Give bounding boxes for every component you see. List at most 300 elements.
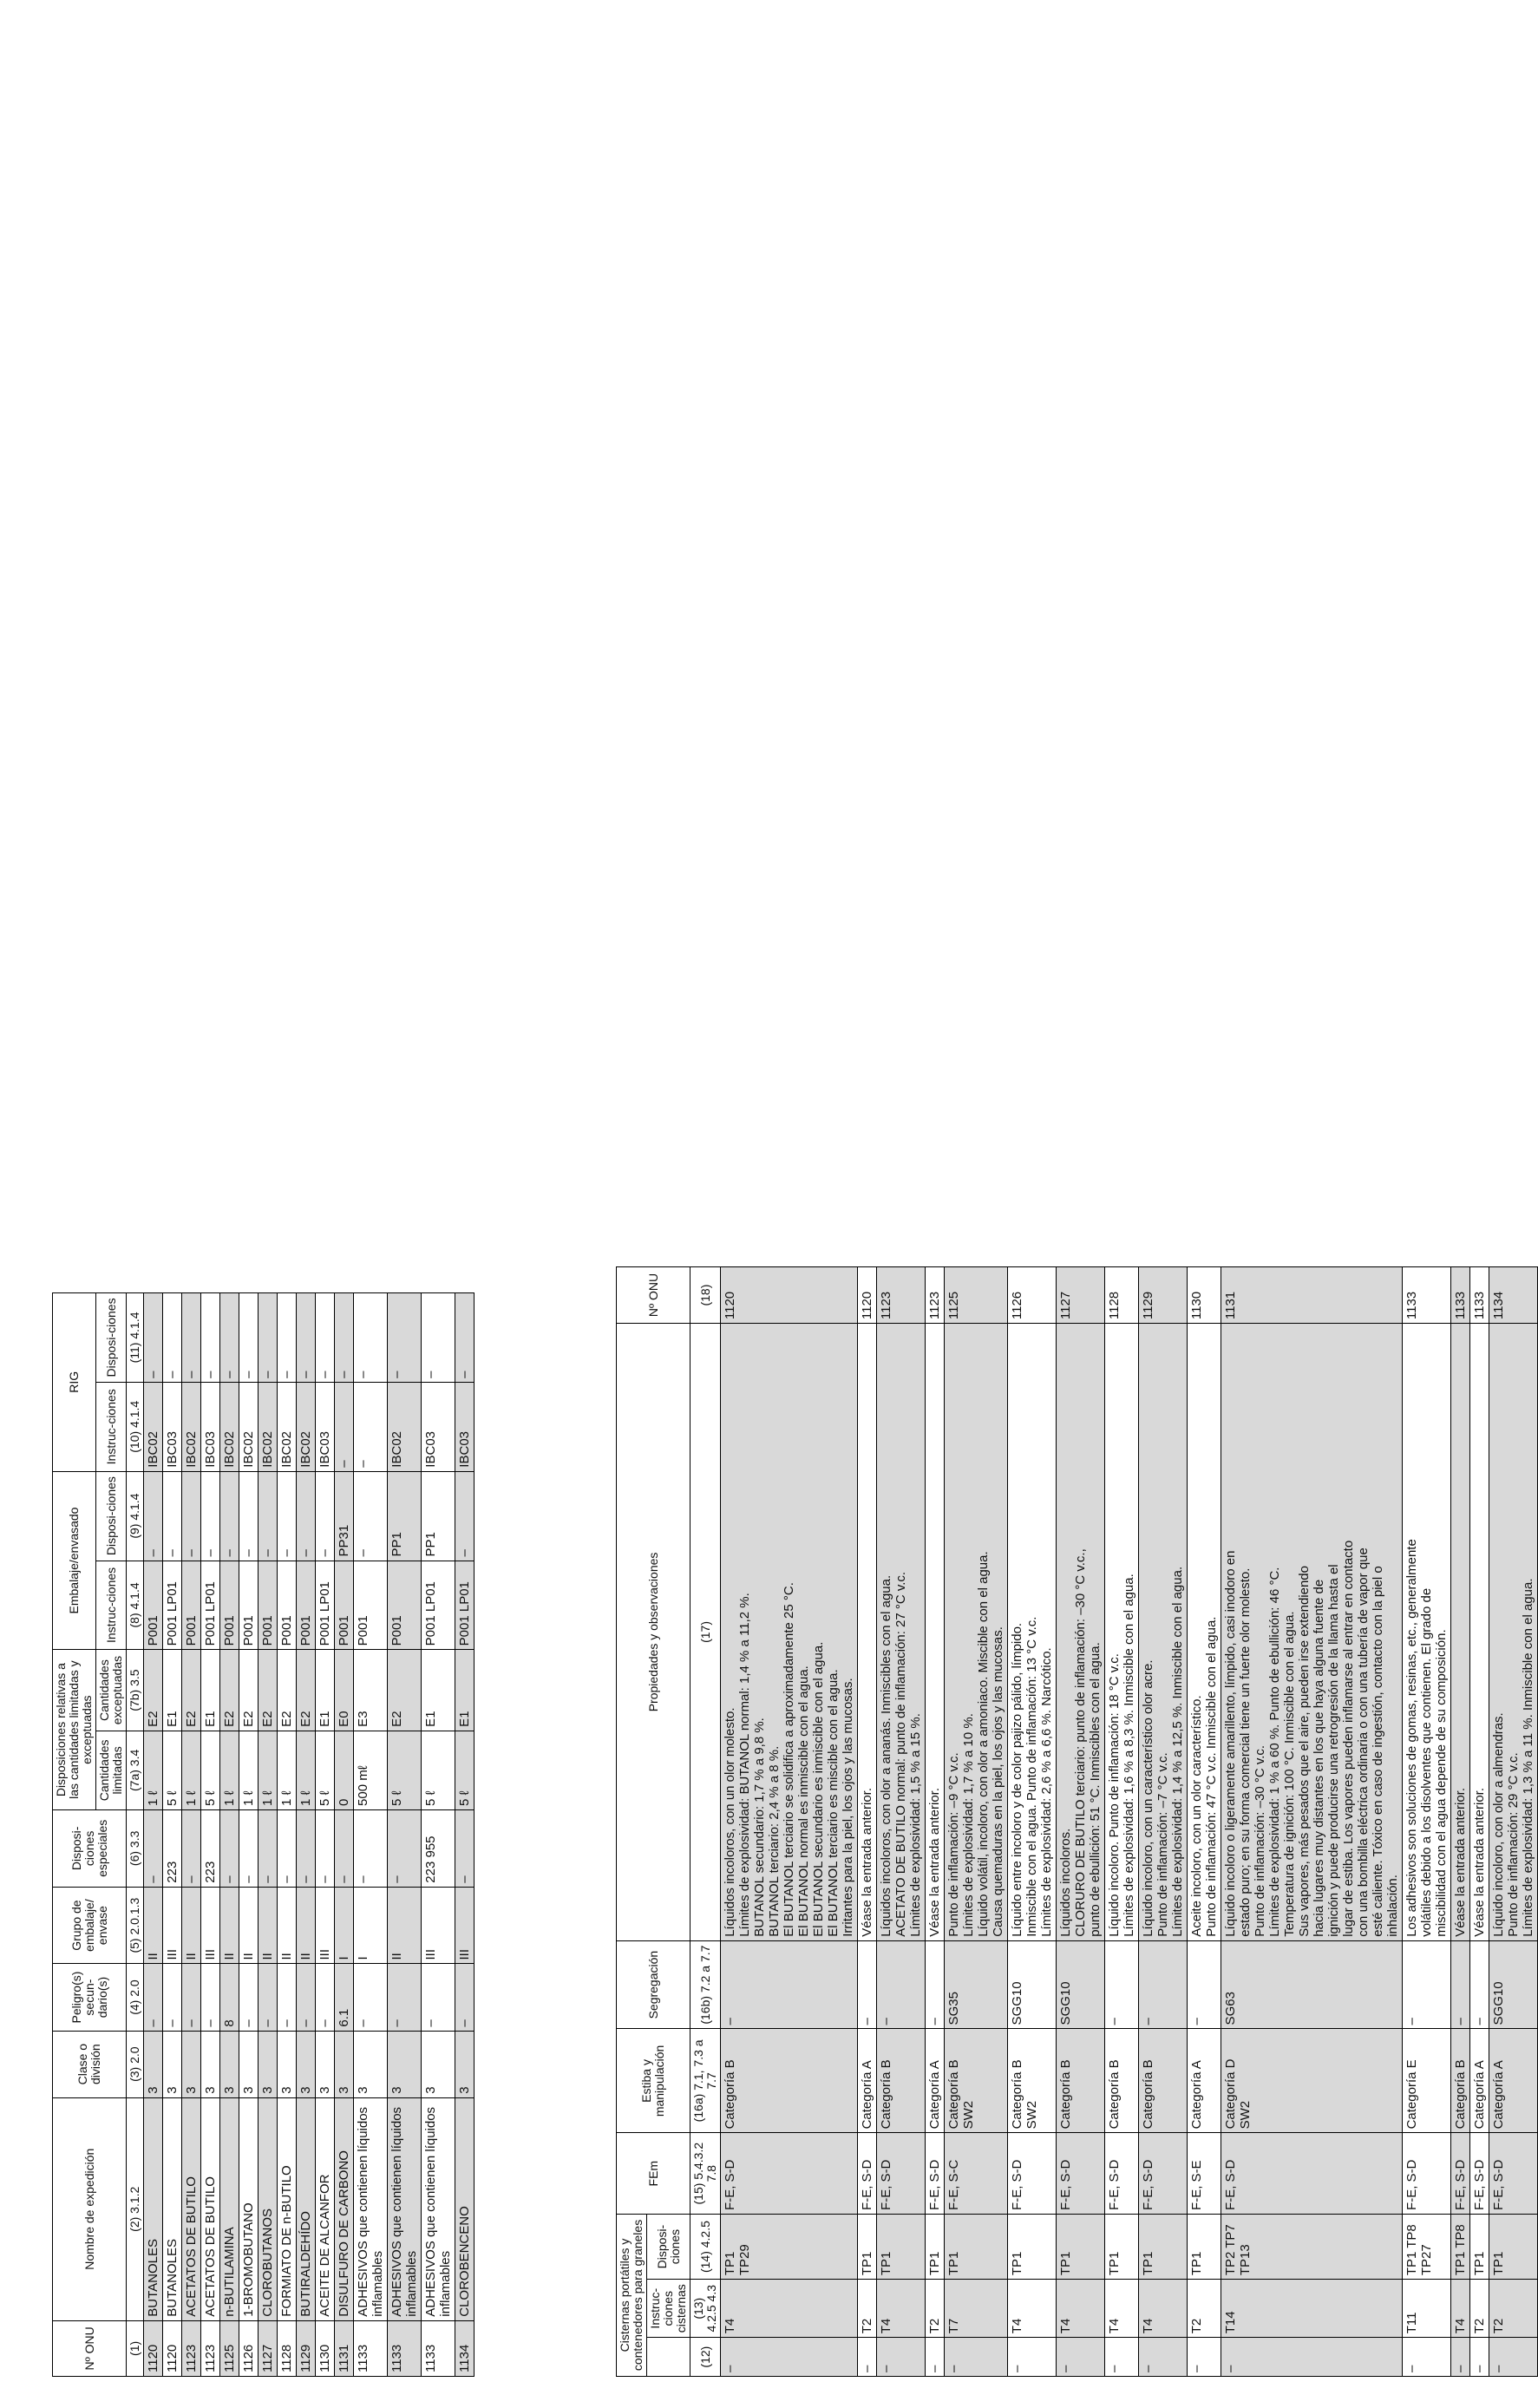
cell-disp-esp: – — [182, 1809, 201, 1887]
cell-cant-lim: 5 ℓ — [388, 1731, 422, 1809]
cell-cant-lim: 1 ℓ — [220, 1731, 239, 1809]
prop-line: Líquido incoloro, con un característico olor acre. — [1141, 1659, 1155, 1937]
cell-rig-instr: IBC03 — [163, 1382, 182, 1471]
cell-rig-instr: IBC03 — [201, 1382, 220, 1471]
cell-segr: – — [877, 1940, 926, 2029]
cell-emb-disp: – — [259, 1471, 278, 1561]
cell-grupo: II — [388, 1887, 422, 1964]
cell-name: BUTIRALDEHÍDO — [297, 2097, 316, 2320]
cell-un-right: 1120 — [721, 1267, 858, 1324]
cell-cant-lim: 1 ℓ — [259, 1731, 278, 1809]
cell-cant-exc: E2 — [144, 1650, 163, 1731]
cell-segr: – — [1470, 1940, 1489, 2029]
cell-clase: 3 — [278, 2031, 297, 2097]
cell-emb-disp: – — [201, 1471, 220, 1561]
cell-name: n-BUTILAMINA — [220, 2097, 239, 2320]
cell-name: ADHESIVOS que contienen líquidos inflamables — [388, 2097, 422, 2320]
prop-line: Líquido incoloro o ligeramente amarillento, límpido, casi inodoro en — [1223, 1550, 1238, 1937]
cell-disp-esp: 223 — [201, 1809, 220, 1887]
cell-prop — [1188, 1324, 1221, 1941]
prop-line: inhalación. — [1385, 1875, 1400, 1937]
cell-estiba: Categoría B — [1451, 2029, 1470, 2133]
cell-cist-instr: T2 — [1470, 2280, 1489, 2338]
cell-grupo: I — [335, 1887, 354, 1964]
cell-cant-exc: E1 — [422, 1650, 455, 1731]
cell-prop — [1105, 1324, 1139, 1941]
cell-estiba: Categoría B SW2 — [945, 2029, 1008, 2133]
cell-fem: F-E, S-D — [1105, 2133, 1139, 2215]
cell-prop — [1403, 1324, 1451, 1941]
cell-fem: F-E, S-D — [1139, 2133, 1188, 2215]
cell-peligro: – — [239, 1964, 259, 2031]
cell-c12: – — [1057, 2338, 1105, 2377]
colnum-10: (10) 4.1.4 — [127, 1382, 144, 1471]
cell-c12: – — [877, 2338, 926, 2377]
cell-cist-disp: TP1 TP8 TP27 — [1403, 2214, 1451, 2279]
cell-grupo: III — [201, 1887, 220, 1964]
cell-prop — [926, 1324, 945, 1941]
table-row — [721, 1267, 858, 2377]
colnum-7a: (7a) 3.4 — [127, 1731, 144, 1809]
prop-line: esté caliente. Tóxico en caso de ingestión, contacto con la piel o — [1371, 1566, 1385, 1937]
cell-un-right: 1129 — [1139, 1267, 1188, 1324]
cell-segr: – — [1451, 1940, 1470, 2029]
th-cist-disp: Disposi-ciones — [647, 2214, 690, 2279]
cell-emb-instr: P001 — [144, 1561, 163, 1650]
th-emb-instr: Instruc-ciones — [96, 1561, 127, 1650]
cell-grupo: II — [220, 1887, 239, 1964]
colnum-2: (2) 3.1.2 — [127, 2097, 144, 2320]
cell-emb-instr: P001 — [259, 1561, 278, 1650]
cell-emb-instr: P001 LP01 — [163, 1561, 182, 1650]
cell-fem: F-E, S-D — [926, 2133, 945, 2215]
cell-emb-instr: P001 — [220, 1561, 239, 1650]
cell-rig-disp: – — [388, 1293, 422, 1383]
th-peligro: Peligro(s) secun-dario(s) — [53, 1964, 127, 2031]
cell-cant-exc: E2 — [278, 1650, 297, 1731]
right-table-block — [616, 1266, 1538, 2377]
table-row — [1105, 1267, 1139, 2377]
cell-cist-disp: TP1 — [877, 2214, 926, 2279]
th-disp-esp: Disposi-ciones especiales — [53, 1809, 127, 1887]
cell-clase: 3 — [144, 2031, 163, 2097]
cell-estiba: Categoría A — [858, 2029, 877, 2133]
cell-cist-instr: T2 — [1489, 2280, 1538, 2338]
cell-un-right: 1128 — [1105, 1267, 1139, 1324]
cell-cant-lim: 0 — [335, 1731, 354, 1809]
th-emb-group: Embalaje/envasado — [53, 1471, 96, 1650]
cell-un: 1120 — [163, 2320, 182, 2376]
cell-grupo: II — [144, 1887, 163, 1964]
cell-c12: – — [858, 2338, 877, 2377]
cell-emb-disp: – — [182, 1471, 201, 1561]
cell-un-right: 1134 — [1489, 1267, 1538, 1324]
cell-disp-esp: – — [354, 1809, 388, 1887]
left-table-block — [52, 1292, 474, 2377]
cell-name: CLOROBUTANOS — [259, 2097, 278, 2320]
cell-cist-instr: T11 — [1403, 2280, 1451, 2338]
cell-rig-disp: – — [201, 1293, 220, 1383]
cell-un-right: 1133 — [1403, 1267, 1451, 1324]
th-cant-exc: Cantidades exceptuadas — [96, 1650, 127, 1731]
table-row — [1451, 1267, 1470, 2377]
right-table — [616, 1266, 1538, 2377]
cell-clase: 3 — [422, 2031, 455, 2097]
prop-line: BUTANOL secundario: 1,7 % a 9,8 %. — [752, 1718, 767, 1937]
cell-disp-esp: – — [335, 1809, 354, 1887]
cell-segr: – — [926, 1940, 945, 2029]
th-fem: FEm — [617, 2133, 690, 2215]
cell-peligro: – — [455, 1964, 474, 2031]
cell-un: 1125 — [220, 2320, 239, 2376]
cell-cant-exc: E2 — [388, 1650, 422, 1731]
cell-peligro: – — [388, 1964, 422, 2031]
cell-estiba: Categoría A — [1188, 2029, 1221, 2133]
cell-segr: – — [721, 1940, 858, 2029]
cell-fem: F-E, S-D — [1489, 2133, 1538, 2215]
prop-line: volátiles debido a los disolventes que contienen. El grado de — [1419, 1587, 1434, 1937]
cell-estiba: Categoría B — [1105, 2029, 1139, 2133]
cell-peligro: – — [354, 1964, 388, 2031]
prop-line: Líquido incoloro, con olor a almendras. — [1491, 1712, 1506, 1937]
cell-rig-disp: – — [182, 1293, 201, 1383]
cell-name: ACEITE DE ALCANFOR — [316, 2097, 335, 2320]
cell-rig-disp: – — [335, 1293, 354, 1383]
cell-emb-disp: – — [144, 1471, 163, 1561]
cell-disp-esp: – — [144, 1809, 163, 1887]
cell-prop — [945, 1324, 1008, 1941]
prop-line: lugar de estiba. Los vapores pueden inflamarse al entrar en contacto — [1341, 1540, 1356, 1937]
colnum-11: (11) 4.1.4 — [127, 1293, 144, 1383]
prop-line: Punto de inflamación: –7 °C v.c. — [1155, 1752, 1170, 1937]
cell-c12: – — [1139, 2338, 1188, 2377]
cell-rig-instr: IBC03 — [316, 1382, 335, 1471]
cell-clase: 3 — [220, 2031, 239, 2097]
cell-un: 1131 — [335, 2320, 354, 2376]
cell-estiba: Categoría B — [721, 2029, 858, 2133]
cell-estiba: Categoría B SW2 — [1008, 2029, 1057, 2133]
cell-cant-exc: E2 — [239, 1650, 259, 1731]
cell-prop — [877, 1324, 926, 1941]
cell-c12: – — [1470, 2338, 1489, 2377]
cell-peligro: 8 — [220, 1964, 239, 2031]
cell-un-right: 1123 — [877, 1267, 926, 1324]
cell-un: 1120 — [144, 2320, 163, 2376]
table-row — [239, 1293, 259, 2377]
cell-un: 1123 — [182, 2320, 201, 2376]
cell-estiba: Categoría A — [1489, 2029, 1538, 2133]
cell-disp-esp: – — [220, 1809, 239, 1887]
cell-emb-disp: – — [163, 1471, 182, 1561]
cell-prop — [1470, 1324, 1489, 1941]
th-un: Nº ONU — [53, 2320, 127, 2376]
prop-line: El BUTANOL normal es inmiscible con el agua. — [796, 1665, 811, 1937]
cell-un: 1134 — [455, 2320, 474, 2376]
cell-fem: F-E, S-D — [1057, 2133, 1105, 2215]
cell-rig-instr: IBC03 — [455, 1382, 474, 1471]
prop-line: Límites de explosividad: 1,6 % a 8,3 %. Inmiscible con el agua. — [1122, 1574, 1136, 1937]
cell-rig-instr: IBC02 — [297, 1382, 316, 1471]
cell-peligro: – — [422, 1964, 455, 2031]
colnum-16a: (16a) 7.1, 7.3 a 7.7 — [690, 2029, 721, 2133]
th-emb-disp: Disposi-ciones — [96, 1471, 127, 1561]
prop-line: El BUTANOL terciario es miscible con el agua. — [826, 1669, 841, 1937]
colnum-13: (13) 4.2.5 4.3 — [690, 2280, 721, 2338]
table-row — [455, 1293, 474, 2377]
cell-rig-instr: IBC02 — [182, 1382, 201, 1471]
th-clase: Clase o división — [53, 2031, 127, 2097]
table-row — [259, 1293, 278, 2377]
cell-rig-instr: IBC02 — [220, 1382, 239, 1471]
table-row — [220, 1293, 239, 2377]
cell-rig-disp: – — [297, 1293, 316, 1383]
cell-prop — [1221, 1324, 1403, 1941]
prop-line: Límites de explosividad: 1,3 % a 11 %. Inmiscible con el agua. — [1521, 1578, 1535, 1937]
cell-un: 1123 — [201, 2320, 220, 2376]
cell-name: 1-BROMOBUTANO — [239, 2097, 259, 2320]
cell-cist-instr: T4 — [1105, 2280, 1139, 2338]
prop-line: Límites de explosividad: 1,4 % a 12,5 %. Inmiscible con el agua. — [1170, 1566, 1185, 1937]
cell-peligro: – — [259, 1964, 278, 2031]
cell-c12: – — [926, 2338, 945, 2377]
cell-cant-lim: 1 ℓ — [239, 1731, 259, 1809]
cell-grupo: II — [182, 1887, 201, 1964]
cell-c12: – — [1451, 2338, 1470, 2377]
cell-cist-disp: TP1 — [1105, 2214, 1139, 2279]
cell-un-right: 1133 — [1470, 1267, 1489, 1324]
cell-cist-instr: T4 — [1451, 2280, 1470, 2338]
cell-clase: 3 — [354, 2031, 388, 2097]
cell-clase: 3 — [316, 2031, 335, 2097]
cell-segr: – — [1403, 1940, 1451, 2029]
cell-estiba: Categoría B — [1139, 2029, 1188, 2133]
cell-un: 1128 — [278, 2320, 297, 2376]
prop-line: miscibilidad con el agua depende de su composición. — [1434, 1629, 1449, 1937]
cell-disp-esp: – — [455, 1809, 474, 1887]
cell-grupo: II — [239, 1887, 259, 1964]
prop-line: ACETATO DE BUTILO normal: punto de inflamación: 27 °C v.c. — [893, 1571, 908, 1937]
cell-un: 1133 — [354, 2320, 388, 2376]
cell-cant-lim: 1 ℓ — [144, 1731, 163, 1809]
colnum-15: (15) 5.4.3.2 7.8 — [690, 2133, 721, 2215]
cell-c12: – — [1221, 2338, 1403, 2377]
colnum-8: (8) 4.1.4 — [127, 1561, 144, 1650]
prop-line: Inmiscible con el agua. Punto de inflamación: 13 °C v.c. — [1024, 1616, 1039, 1937]
cell-name: DISULFURO DE CARBONO — [335, 2097, 354, 2320]
cell-cist-instr: T4 — [877, 2280, 926, 2338]
colnum-6: (6) 3.3 — [127, 1809, 144, 1887]
cell-cist-disp: TP1 TP29 — [721, 2214, 858, 2279]
cell-prop — [1451, 1324, 1470, 1941]
cell-c12: – — [1105, 2338, 1139, 2377]
cell-cant-exc: E1 — [316, 1650, 335, 1731]
cell-rig-disp: – — [278, 1293, 297, 1383]
prop-line: Límites de explosividad: 2,6 % a 6,6 %. Narcótico. — [1039, 1647, 1054, 1937]
cell-segr: SGG10 — [1057, 1940, 1105, 2029]
cell-emb-disp: – — [354, 1471, 388, 1561]
cell-emb-disp: – — [239, 1471, 259, 1561]
cell-cant-exc: E2 — [182, 1650, 201, 1731]
cell-name: CLOROBENCENO — [455, 2097, 474, 2320]
cell-cist-disp: TP1 — [1489, 2214, 1538, 2279]
prop-line: CLORURO DE BUTILO terciario: punto de inflamación: –30 °C v.c., — [1073, 1548, 1088, 1937]
prop-line: Sus vapores, más pesados que el aire, pueden irse extendiendo — [1297, 1566, 1312, 1937]
cell-peligro: – — [316, 1964, 335, 2031]
cell-fem: F-E, S-C — [945, 2133, 1008, 2215]
cell-name: FORMIATO DE n-BUTILO — [278, 2097, 297, 2320]
cell-estiba: Categoría E — [1403, 2029, 1451, 2133]
left-table — [52, 1292, 474, 2377]
cell-rig-instr: – — [335, 1382, 354, 1471]
table-row — [354, 1293, 388, 2377]
colnum-12: (12) — [690, 2338, 721, 2377]
cell-prop — [1008, 1324, 1057, 1941]
cell-emb-instr: P001 — [239, 1561, 259, 1650]
prop-line: Punto de inflamación: –9 °C v.c. — [946, 1752, 961, 1937]
cell-disp-esp: – — [278, 1809, 297, 1887]
th-segr: Segregación — [617, 1940, 690, 2029]
prop-line: punto de ebullición: 51 °C. Inmiscibles con el agua. — [1088, 1642, 1103, 1937]
cell-segr: – — [858, 1940, 877, 2029]
cell-emb-instr: P001 LP01 — [316, 1561, 335, 1650]
cell-emb-instr: P001 — [278, 1561, 297, 1650]
colnum-14: (14) 4.2.5 — [690, 2214, 721, 2279]
cell-un: 1133 — [388, 2320, 422, 2376]
cell-estiba: Categoría B — [1057, 2029, 1105, 2133]
cell-cant-exc: E1 — [455, 1650, 474, 1731]
cell-rig-disp: – — [259, 1293, 278, 1383]
cell-disp-esp: – — [316, 1809, 335, 1887]
table-row — [316, 1293, 335, 2377]
cell-peligro: – — [163, 1964, 182, 2031]
th-cist-group: Cisternas portátiles y contenedores para graneles — [617, 2214, 647, 2376]
cell-clase: 3 — [335, 2031, 354, 2097]
cell-emb-disp: PP1 — [388, 1471, 422, 1561]
cell-cant-lim: 1 ℓ — [278, 1731, 297, 1809]
prop-line: Los adhesivos son soluciones de gomas, resinas, etc., generalmente — [1404, 1539, 1419, 1937]
cell-disp-esp: 223 955 — [422, 1809, 455, 1887]
table-row — [1057, 1267, 1105, 2377]
colnum-7b: (7b) 3.5 — [127, 1650, 144, 1731]
cell-un: 1129 — [297, 2320, 316, 2376]
table-row — [1008, 1267, 1057, 2377]
prop-line: Véase la entrada anterior. — [1472, 1787, 1487, 1937]
th-un-right: Nº ONU — [617, 1267, 690, 1324]
th-name: Nombre de expedición — [53, 2097, 127, 2320]
th-cant-lim: Cantidades limitadas — [96, 1731, 127, 1809]
cell-emb-instr: P001 — [182, 1561, 201, 1650]
cell-clase: 3 — [388, 2031, 422, 2097]
cell-rig-instr: IBC03 — [422, 1382, 455, 1471]
cell-cist-disp: TP1 — [858, 2214, 877, 2279]
prop-line: Líquidos incoloros, con un olor molesto. — [723, 1707, 737, 1937]
cell-grupo: I — [354, 1887, 388, 1964]
cell-estiba: Categoría D SW2 — [1221, 2029, 1403, 2133]
cell-disp-esp: 223 — [163, 1809, 182, 1887]
cell-grupo: III — [316, 1887, 335, 1964]
cell-un-right: 1120 — [858, 1267, 877, 1324]
cell-clase: 3 — [182, 2031, 201, 2097]
table-row — [926, 1267, 945, 2377]
table-row — [945, 1267, 1008, 2377]
prop-line: Irritantes para la piel, los ojos y las mucosas. — [841, 1678, 855, 1937]
cell-rig-instr: IBC02 — [239, 1382, 259, 1471]
cell-cist-instr: T7 — [945, 2280, 1008, 2338]
cell-cant-lim: 5 ℓ — [422, 1731, 455, 1809]
cell-segr: – — [1139, 1940, 1188, 2029]
cell-emb-disp: PP1 — [422, 1471, 455, 1561]
cell-fem: F-E, S-D — [858, 2133, 877, 2215]
prop-line: estado puro; en su forma comercial tiene un fuerte olor molesto. — [1238, 1567, 1253, 1937]
cell-cist-instr: T4 — [1057, 2280, 1105, 2338]
cell-rig-instr: IBC02 — [388, 1382, 422, 1471]
table-row — [1188, 1267, 1221, 2377]
cell-un-right: 1133 — [1451, 1267, 1470, 1324]
colnum-9: (9) 4.1.4 — [127, 1471, 144, 1561]
prop-line: ignición y puede producirse una retrogresión de la llama hasta el — [1326, 1564, 1341, 1937]
cell-rig-disp: – — [422, 1293, 455, 1383]
cell-cant-exc: E2 — [297, 1650, 316, 1731]
table-row — [877, 1267, 926, 2377]
cell-un: 1126 — [239, 2320, 259, 2376]
cell-cist-disp: TP1 — [926, 2214, 945, 2279]
cell-clase: 3 — [297, 2031, 316, 2097]
cell-disp-esp: – — [239, 1809, 259, 1887]
colnum-17: (17) — [690, 1324, 721, 1941]
cell-peligro: – — [278, 1964, 297, 2031]
cell-un-right: 1125 — [945, 1267, 1008, 1324]
table-row — [144, 1293, 163, 2377]
cell-cist-disp: TP1 — [1008, 2214, 1057, 2279]
th-prop: Propiedades y observaciones — [617, 1324, 690, 1941]
cell-segr: SGG10 — [1489, 1940, 1538, 2029]
cell-fem: F-E, S-D — [721, 2133, 858, 2215]
table-row — [1139, 1267, 1188, 2377]
cell-c12: – — [945, 2338, 1008, 2377]
cell-rig-disp: – — [144, 1293, 163, 1383]
table-row — [1470, 1267, 1489, 2377]
cell-cant-lim: 5 ℓ — [316, 1731, 335, 1809]
cell-un: 1130 — [316, 2320, 335, 2376]
prop-line: El BUTANOL terciario se solidifica a aproximadamente 25 °C. — [782, 1582, 796, 1937]
cell-estiba: Categoría A — [926, 2029, 945, 2133]
cell-cist-disp: TP1 TP8 — [1451, 2214, 1470, 2279]
cell-peligro: – — [297, 1964, 316, 2031]
table-row — [335, 1293, 354, 2377]
prop-line: Límites de explosividad: BUTANOL normal: 1,4 % a 11,2 %. — [737, 1593, 752, 1937]
cell-fem: F-E, S-E — [1188, 2133, 1221, 2215]
cell-cant-exc: E3 — [354, 1650, 388, 1731]
cell-name: ADHESIVOS que contienen líquidos inflamables — [422, 2097, 455, 2320]
cell-rig-instr: IBC02 — [278, 1382, 297, 1471]
cell-emb-instr: P001 — [297, 1561, 316, 1650]
cell-prop — [721, 1324, 858, 1941]
cell-emb-disp: – — [220, 1471, 239, 1561]
cell-rig-disp: – — [455, 1293, 474, 1383]
cell-rig-disp: – — [220, 1293, 239, 1383]
prop-line: Líquido entre incoloro y de color pajizo pálido, límpido. — [1010, 1622, 1024, 1937]
cell-c12: – — [721, 2338, 858, 2377]
cell-emb-disp: – — [278, 1471, 297, 1561]
cell-grupo: III — [422, 1887, 455, 1964]
prop-line: Véase la entrada anterior. — [927, 1787, 942, 1937]
cell-fem: F-E, S-D — [1470, 2133, 1489, 2215]
cell-name: BUTANOLES — [163, 2097, 182, 2320]
cell-cant-lim: 500 mℓ — [354, 1731, 388, 1809]
cell-clase: 3 — [239, 2031, 259, 2097]
cell-fem: F-E, S-D — [1221, 2133, 1403, 2215]
cell-disp-esp: – — [297, 1809, 316, 1887]
